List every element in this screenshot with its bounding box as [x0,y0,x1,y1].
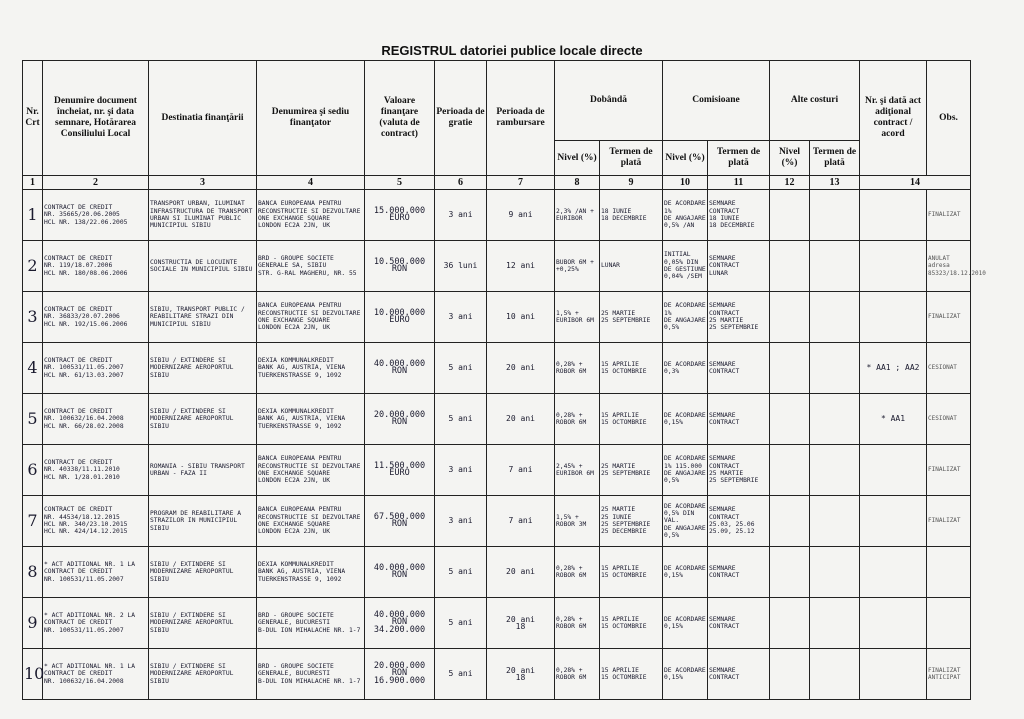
column-number: 4 [257,176,365,190]
obs-cell: FINALIZAT [927,190,971,241]
comision-nivel-cell: INITIAL 0,05% DIN DE GESTIUNE 0,04% /SEM [663,241,708,292]
act-aditional-cell: * AA1 [860,394,927,445]
rambursare-cell: 20 ani 18 [487,598,555,649]
header-comision-termen: Termen de plată [708,141,770,176]
act-aditional-cell [860,598,927,649]
destinatie-cell: SIBIU / EXTINDERE SI MODERNIZARE AEROPORTUL SIBIU [149,598,257,649]
row-number: 5 [23,394,43,445]
obs-cell: FINALIZAT [927,292,971,343]
comision-termen-cell: SEMNARE CONTRACT [708,649,770,700]
rambursare-cell: 10 ani [487,292,555,343]
dobanda-termen-cell: 15 APRILIE 15 OCTOMBRIE [600,649,663,700]
dobanda-nivel-cell: 2,45% + EURIBOR 6M [555,445,600,496]
alte-termen-cell [810,445,860,496]
obs-cell: FINALIZAT [927,496,971,547]
document-cell: CONTRACT DE CREDIT NR. 35665/20.06.2005 HCL NR. 138/22.06.2005 [43,190,149,241]
valoare-cell: 20.000.000 RON 16.900.000 [365,649,435,700]
rambursare-cell: 20 ani [487,343,555,394]
gratie-cell: 5 ani [435,547,487,598]
document-cell: CONTRACT DE CREDIT NR. 100632/16.04.2008 HCL NR. 66/28.02.2008 [43,394,149,445]
row-number: 7 [23,496,43,547]
act-aditional-cell [860,445,927,496]
comision-nivel-cell: DE ACORDARE 1% DE ANGAJARE 0,5% [663,292,708,343]
valoare-cell: 40.000.000 RON 34.200.000 [365,598,435,649]
finantator-cell: BRD - GROUPE SOCIETE GENERALE, BUCURESTI B-DUL ION MIHALACHE NR. 1-7 [257,649,365,700]
obs-cell [927,598,971,649]
finantator-cell: BANCA EUROPEANA PENTRU RECONSTRUCTIE SI DEZVOLTARE ONE EXCHANGE SQUARE LONDON EC2A 2JN, UK [257,445,365,496]
comision-termen-cell: SEMNARE CONTRACT 25 MARTIE 25 SEPTEMBRIE [708,292,770,343]
document-cell: CONTRACT DE CREDIT NR. 100531/11.05.2007 HCL NR. 61/13.03.2007 [43,343,149,394]
column-number: 1 [23,176,43,190]
comision-nivel-cell: DE ACORDARE 0,3% [663,343,708,394]
document-title: REGISTRUL datoriei publice locale directe [381,43,643,58]
column-number: 3 [149,176,257,190]
destinatie-cell: TRANSPORT URBAN, ILUMINAT INFRASTRUCTURA DE TRANSPORT URBAN SI ILUMINAT PUBLIC MUNICIPIUL SIBIU [149,190,257,241]
finantator-cell: BRD - GROUPE SOCIETE GENERALE, BUCURESTI B-DUL ION MIHALACHE NR. 1-7 [257,598,365,649]
dobanda-termen-cell: 15 APRILIE 15 OCTOMBRIE [600,343,663,394]
rambursare-cell: 20 ani [487,547,555,598]
alte-nivel-cell [770,649,810,700]
finantator-cell: BANCA EUROPEANA PENTRU RECONSTRUCTIE SI DEZVOLTARE ONE EXCHANGE SQUARE LONDON EC2A 2JN, UK [257,496,365,547]
header-alte-termen: Termen de plată [810,141,860,176]
table-row [23,190,971,241]
header-destinatie: Destinatia finanţării [149,61,257,176]
column-number: 13 [810,176,860,190]
act-aditional-cell [860,547,927,598]
rambursare-cell: 12 ani [487,241,555,292]
header-comisioane: Comisioane [663,61,770,141]
alte-nivel-cell [770,547,810,598]
header-alte-nivel: Nivel (%) [770,141,810,176]
table-row [23,292,971,343]
dobanda-termen-cell: 15 APRILIE 15 OCTOMBRIE [600,598,663,649]
act-aditional-cell: * AA1 ; AA2 [860,343,927,394]
alte-termen-cell [810,496,860,547]
dobanda-nivel-cell: 1,5% + EURIBOR 6M [555,292,600,343]
alte-nivel-cell [770,241,810,292]
alte-nivel-cell [770,598,810,649]
finantator-cell: DEXIA KOMMUNALKREDIT BANK AG, AUSTRIA, VIENA TUERKENSTRASSE 9, 1092 [257,547,365,598]
column-number: 12 [770,176,810,190]
row-number: 10 [23,649,43,700]
dobanda-nivel-cell: 2,3% /AN + EURIBOR [555,190,600,241]
header-dobanda-termen: Termen de plată [600,141,663,176]
document-cell: * ACT ADITIONAL NR. 2 LA CONTRACT DE CREDIT NR. 100531/11.05.2007 [43,598,149,649]
document-cell: CONTRACT DE CREDIT NR. 119/18.07.2006 HCL NR. 180/08.06.2006 [43,241,149,292]
comision-termen-cell: SEMNARE CONTRACT [708,598,770,649]
row-number: 9 [23,598,43,649]
valoare-cell: 10.000.000 EURO [365,292,435,343]
destinatie-cell: SIBIU / EXTINDERE SI MODERNIZARE AEROPORTUL SIBIU [149,394,257,445]
finantator-cell: DEXIA KOMMUNALKREDIT BANK AG, AUSTRIA, VIENA TUERKENSTRASSE 9, 1092 [257,394,365,445]
comision-termen-cell: SEMNARE CONTRACT [708,394,770,445]
table-row [23,598,971,649]
rambursare-cell: 7 ani [487,496,555,547]
header-nr: Nr. Crt [23,61,43,176]
alte-termen-cell [810,292,860,343]
comision-termen-cell: SEMNARE CONTRACT 18 IUNIE 18 DECEMBRIE [708,190,770,241]
alte-termen-cell [810,394,860,445]
valoare-cell: 67.500.000 RON [365,496,435,547]
column-number: 5 [365,176,435,190]
act-aditional-cell [860,496,927,547]
act-aditional-cell [860,190,927,241]
row-number: 4 [23,343,43,394]
alte-nivel-cell [770,496,810,547]
column-number: 7 [487,176,555,190]
alte-nivel-cell [770,292,810,343]
column-number: 8 [555,176,600,190]
destinatie-cell: SIBIU, TRANSPORT PUBLIC / REABILITARE STRAZI DIN MUNICIPIUL SIBIU [149,292,257,343]
destinatie-cell: SIBIU / EXTINDERE SI MODERNIZARE AEROPORTUL SIBIU [149,343,257,394]
destinatie-cell: ROMANIA - SIBIU TRANSPORT URBAN - FAZA II [149,445,257,496]
debt-register-table [22,60,986,700]
alte-termen-cell [810,241,860,292]
dobanda-nivel-cell: 0,28% + ROBOR 6M [555,598,600,649]
obs-cell: CESIONAT [927,343,971,394]
table-row [23,343,971,394]
destinatie-cell: PROGRAM DE REABILITARE A STRAZILOR IN MUNICIPIUL SIBIU [149,496,257,547]
column-number: 2 [43,176,149,190]
dobanda-nivel-cell: 0,28% + ROBOR 6M [555,343,600,394]
comision-nivel-cell: DE ACORDARE 0,15% [663,394,708,445]
header-finantator: Denumirea şi sediu finanţator [257,61,365,176]
gratie-cell: 3 ani [435,292,487,343]
row-number: 2 [23,241,43,292]
document-cell: CONTRACT DE CREDIT NR. 36833/20.07.2006 HCL NR. 192/15.06.2006 [43,292,149,343]
obs-cell: ANULAT adresa 85323/18.12.2010 [927,241,971,292]
valoare-cell: 11.500.000 EURO [365,445,435,496]
comision-termen-cell: SEMNARE CONTRACT 25.03, 25.06 25.09, 25.12 [708,496,770,547]
dobanda-termen-cell: 25 MARTIE 25 SEPTEMBRIE [600,292,663,343]
table-row [23,445,971,496]
valoare-cell: 20.000.000 RON [365,394,435,445]
comision-nivel-cell: DE ACORDARE 1% DE ANGAJARE 0,5% /AN [663,190,708,241]
rambursare-cell: 20 ani [487,394,555,445]
dobanda-termen-cell: 25 MARTIE 25 IUNIE 25 SEPTEMBRIE 25 DECEMBRIE [600,496,663,547]
column-number-row [23,176,971,190]
column-number: 10 [663,176,708,190]
row-number: 1 [23,190,43,241]
column-number: 6 [435,176,487,190]
finantator-cell: BANCA EUROPEANA PENTRU RECONSTRUCTIE SI DEZVOLTARE ONE EXCHANGE SQUARE LONDON EC2A 2JN, UK [257,292,365,343]
dobanda-nivel-cell: BUBOR 6M + +0,25% [555,241,600,292]
dobanda-nivel-cell: 0,28% + ROBOR 6M [555,649,600,700]
dobanda-termen-cell: 18 IUNIE 18 DECEMBRIE [600,190,663,241]
table-row [23,547,971,598]
comision-nivel-cell: DE ACORDARE 0,15% [663,649,708,700]
destinatie-cell: SIBIU / EXTINDERE SI MODERNIZARE AEROPORTUL SIBIU [149,649,257,700]
alte-termen-cell [810,649,860,700]
table-row [23,496,971,547]
row-number: 8 [23,547,43,598]
comision-termen-cell: SEMNARE CONTRACT [708,547,770,598]
rambursare-cell: 7 ani [487,445,555,496]
alte-nivel-cell [770,343,810,394]
gratie-cell: 5 ani [435,598,487,649]
valoare-cell: 40.000.000 RON [365,343,435,394]
finantator-cell: BRD - GROUPE SOCIETE GENERALE SA, SIBIU STR. G-RAL MAGHERU, NR. 55 [257,241,365,292]
gratie-cell: 3 ani [435,496,487,547]
document-cell: CONTRACT DE CREDIT NR. 44534/18.12.2015 HCL NR. 340/23.10.2015 HCL NR. 424/14.12.2015 [43,496,149,547]
column-number: 11 [708,176,770,190]
destinatie-cell: CONSTRUCTIA DE LOCUINTE SOCIALE IN MUNICIPIUL SIBIU [149,241,257,292]
row-number: 6 [23,445,43,496]
alte-termen-cell [810,547,860,598]
alte-termen-cell [810,190,860,241]
finantator-cell: DEXIA KOMMUNALKREDIT BANK AG, AUSTRIA, VIENA TUERKENSTRASSE 9, 1092 [257,343,365,394]
gratie-cell: 3 ani [435,445,487,496]
gratie-cell: 3 ani [435,190,487,241]
rambursare-cell: 9 ani [487,190,555,241]
gratie-cell: 36 luni [435,241,487,292]
header-rambursare: Perioada de rambursare [487,61,555,176]
document-cell: * ACT ADITIONAL NR. 1 LA CONTRACT DE CREDIT NR. 100632/16.04.2008 [43,649,149,700]
comision-nivel-cell: DE ACORDARE 0,5% DIN VAL. DE ANGAJARE 0,5% [663,496,708,547]
valoare-cell: 10.500.000 RON [365,241,435,292]
dobanda-termen-cell: 15 APRILIE 15 OCTOMBRIE [600,547,663,598]
document-cell: * ACT ADITIONAL NR. 1 LA CONTRACT DE CREDIT NR. 100531/11.05.2007 [43,547,149,598]
dobanda-termen-cell: LUNAR [600,241,663,292]
column-number: 14 [860,176,971,190]
alte-nivel-cell [770,394,810,445]
dobanda-termen-cell: 15 APRILIE 15 OCTOMBRIE [600,394,663,445]
obs-cell [927,547,971,598]
valoare-cell: 15.000.000 EURO [365,190,435,241]
comision-nivel-cell: DE ACORDARE 1% 115.000 DE ANGAJARE 0,5% [663,445,708,496]
act-aditional-cell [860,649,927,700]
gratie-cell: 5 ani [435,649,487,700]
gratie-cell: 5 ani [435,394,487,445]
dobanda-nivel-cell: 0,28% + ROBOR 6M [555,394,600,445]
alte-nivel-cell [770,445,810,496]
dobanda-nivel-cell: 0,28% + ROBOR 6M [555,547,600,598]
table-row [23,241,971,292]
row-number: 3 [23,292,43,343]
header-valoare: Valoare finanţare (valuta de contract) [365,61,435,176]
alte-termen-cell [810,598,860,649]
gratie-cell: 5 ani [435,343,487,394]
table-row [23,649,971,700]
comision-nivel-cell: DE ACORDARE 0,15% [663,598,708,649]
alte-termen-cell [810,343,860,394]
header-obs: Obs. [927,61,971,176]
obs-cell: FINALIZAT ANTICIPAT [927,649,971,700]
header-comision-nivel: Nivel (%) [663,141,708,176]
act-aditional-cell [860,292,927,343]
comision-termen-cell: SEMNARE CONTRACT LUNAR [708,241,770,292]
header-dobanda-nivel: Nivel (%) [555,141,600,176]
comision-termen-cell: SEMNARE CONTRACT [708,343,770,394]
destinatie-cell: SIBIU / EXTINDERE SI MODERNIZARE AEROPORTUL SIBIU [149,547,257,598]
valoare-cell: 40.000.000 RON [365,547,435,598]
document-cell: CONTRACT DE CREDIT NR. 40338/11.11.2010 HCL NR. 1/28.01.2010 [43,445,149,496]
obs-cell: FINALIZAT [927,445,971,496]
alte-nivel-cell [770,190,810,241]
comision-nivel-cell: DE ACORDARE 0,15% [663,547,708,598]
header-alte-costuri: Alte costuri [770,61,860,141]
rambursare-cell: 20 ani 18 [487,649,555,700]
header-gratie: Perioada de gratie [435,61,487,176]
header-document: Denumire document încheiat, nr. şi data semnare, Hotărarea Consiliului Local [43,61,149,176]
header-dobanda: Dobândă [555,61,663,141]
obs-cell: CESIONAT [927,394,971,445]
act-aditional-cell [860,241,927,292]
column-number: 9 [600,176,663,190]
dobanda-nivel-cell: 1,5% + ROBOR 3M [555,496,600,547]
comision-termen-cell: SEMNARE CONTRACT 25 MARTIE 25 SEPTEMBRIE [708,445,770,496]
table-row [23,394,971,445]
dobanda-termen-cell: 25 MARTIE 25 SEPTEMBRIE [600,445,663,496]
header-act-aditional: Nr. şi dată act adiţional contract / acord [860,61,927,176]
finantator-cell: BANCA EUROPEANA PENTRU RECONSTRUCTIE SI DEZVOLTARE ONE EXCHANGE SQUARE LONDON EC2A 2JN, UK [257,190,365,241]
